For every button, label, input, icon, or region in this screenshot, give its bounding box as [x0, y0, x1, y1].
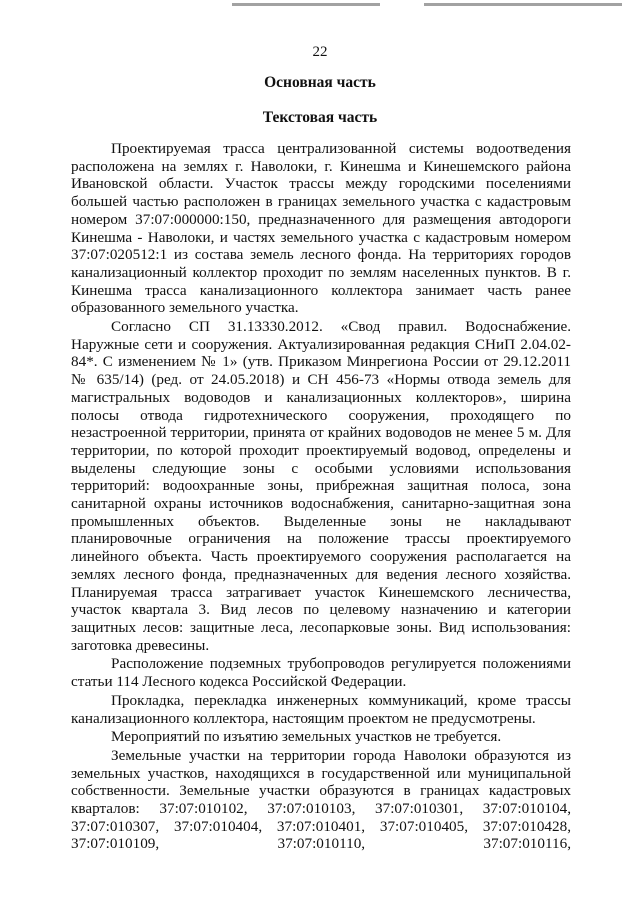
paragraph-5: Мероприятий по изъятию земельных участков не требуется. [111, 728, 502, 746]
paragraph-3: Расположение подземных трубопроводов регулируется положениями статьи 114 Лесного кодекса Российской Федерации. [71, 655, 571, 691]
scan-artifact-left [232, 3, 380, 6]
paragraph-2: Согласно СП 31.13330.2012. «Свод правил. Водоснабжение. Наружные сети и сооружения. Актуализированная редакция СНиП 2.04.02-84*. С изменением № 1» (утв. Приказом Минрегиона России от 29.12.2011 № 635/14) (ред. от 24.05.2018) и СН 456-73 «Нормы отвода земель для магистральных водоводов и канализационных коллекторов», ширина полосы отвода гидротехнического сооружения, проходящего по незастроенной территории, принята от крайних водоводов не менее 5 м. Для территории, по которой проходит проектируемый водовод, определены и выделены следующие зоны с особыми условиями использования территорий: водоохранные зоны, прибрежная защитная полоса, зона санитарной охраны источников водоснабжения, санитарно-защитная зона промышленных объектов. Выделенные зоны не накладывают планировочные ограничения на положение трассы проектируемого линейного объекта. Часть проектируемого сооружения располагается на землях лесного фонда, предназначенных для ведения лесного хозяйства. Планируемая трасса затрагивает участок Кинешемского лесничества, участок квартала 3. Вид лесов по целевому назначению и категории защитных лесов: защитные леса, лесопарковые зоны. Вид использования: заготовка древесины. [71, 318, 571, 654]
paragraph-4: Прокладка, перекладка инженерных коммуникаций, кроме трассы канализационного коллектора, настоящим проектом не предусмотрены. [71, 691, 571, 727]
heading-sub: Текстовая часть [262, 109, 378, 126]
paragraph-6: Земельные участки на территории города Наволоки образуются из земельных участков, находящихся в государственной или муниципальной собственности. Земельные участки образуются в границах кадастровых кварталов: 37:07:010102, 37:07:010103, 37:07:010301, 37:07:010104, 37:07:010307, 37:07:010404, 37:07:010401, 37:07:010405, 37:07:010428, 37:07:010109, 37:07:010110, 37:07:010116, [71, 746, 571, 853]
body-text [71, 140, 571, 853]
scan-artifact-right [424, 3, 622, 6]
paragraph-1: Проектируемая трасса централизованной системы водоотведения расположена на землях г. Наволоки, г. Кинешма и Кинешемского района Ивановской области. Участок трассы между городскими поселениями большей частью расположен в границах земельного участка с кадастровым номером 37:07:000000:150, предназначенного для размещения автодороги Кинешма - Наволоки, и частях земельного участка с кадастровым номером 37:07:020512:1 из состава земель лесного фонда. На территориях городов канализационный коллектор проходит по землям населенных пунктов. В г. Кинешма трасса канализационного коллектора занимает часть ранее образованного земельного участка. [71, 140, 571, 317]
heading-main: Основная часть [264, 74, 376, 91]
page-number: 22 [312, 44, 328, 60]
